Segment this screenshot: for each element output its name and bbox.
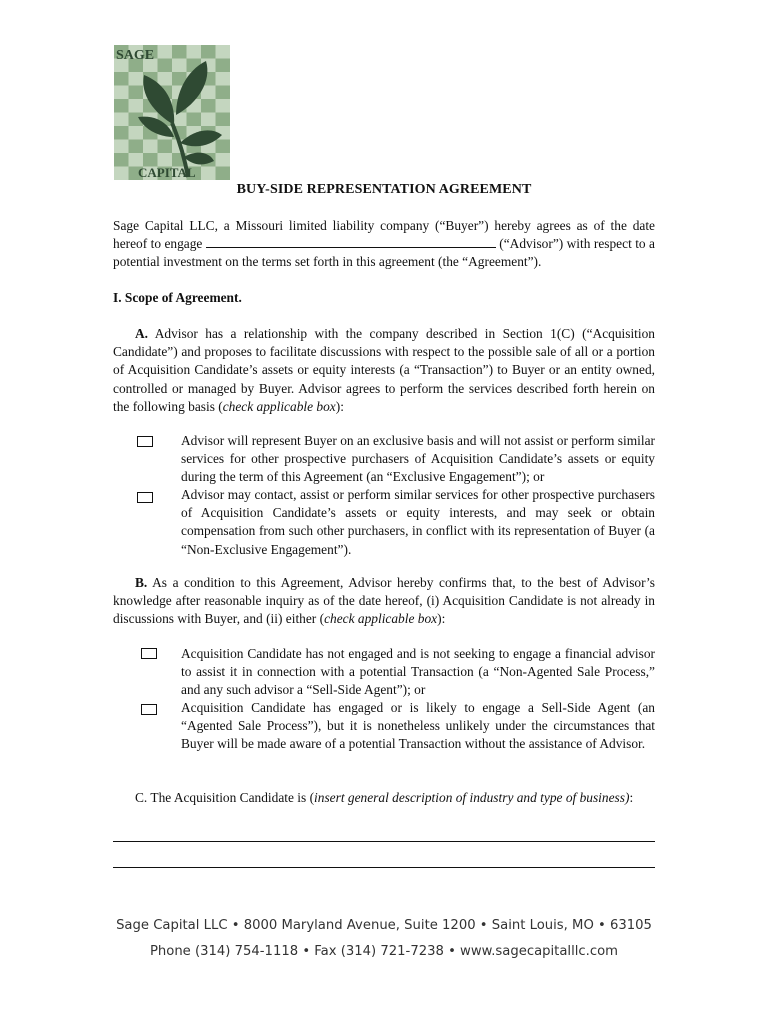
logo-tile (158, 59, 173, 73)
option-non-exclusive-text: Advisor may contact, assist or perform similar services for other prospective purchasers of Acquisition Candidate’s assets or equity interests, and may seek or obtain compensation from such other purchasers, in conflict with its representation of Buyer (a “Non-Exclusive Engagement”). (181, 487, 655, 557)
logo-tile (201, 99, 216, 113)
paragraph-a-label: A. (135, 326, 149, 341)
logo-tile (201, 113, 216, 127)
intro-text-1: Sage Capital LLC, a Missouri limited liability company (“Buyer”) hereby agrees as of the date hereof to engage (113, 218, 655, 252)
logo-text-top: SAGE (116, 48, 155, 63)
non-agented-sale-checkbox[interactable] (141, 648, 157, 659)
section-heading: I. Scope of Agreement. (113, 290, 242, 305)
paragraph-c-end: : (629, 790, 634, 805)
logo-tile (187, 45, 202, 59)
logo-tile (129, 72, 144, 86)
option-non-agented-text: Acquisition Candidate has not engaged and is not seeking to engage a financial advisor to assist it in connection with a potential Transaction (a “Non-Agented Sale Process,” and any such advisor a “Sell-Side Agent”); or (181, 646, 655, 698)
logo-tile (114, 113, 129, 127)
logo-tile (129, 86, 144, 100)
paragraph-a-end: ): (335, 398, 344, 414)
logo-tile (216, 59, 231, 73)
logo-tile (201, 45, 216, 59)
document-title: BUY-SIDE REPRESENTATION AGREEMENT (236, 182, 532, 197)
exclusive-engagement-checkbox[interactable] (137, 436, 153, 447)
paragraph-b-text: As a condition to this Agreement, Advisor hereby confirms that, to the best of Advisor’s knowledge after reasonable inquiry as of the date hereof, (i) Acquisition Candidate is not already in discussions with Buyer, and (ii) either ( (113, 575, 655, 627)
paragraph-a-italic: check applicable box (222, 398, 336, 414)
logo-tile (201, 167, 216, 181)
logo-tile (129, 99, 144, 113)
logo-tile (114, 153, 129, 167)
logo-tile (216, 72, 231, 86)
logo-tile (114, 99, 129, 113)
paragraph-b-italic: check applicable box (324, 611, 438, 627)
agented-sale-checkbox[interactable] (141, 704, 157, 715)
logo-tile (216, 167, 231, 181)
paragraph-a (113, 325, 655, 416)
logo-tile (114, 126, 129, 140)
paragraph-c-label: C. (135, 790, 148, 805)
logo-tile (216, 86, 231, 100)
paragraph-c-text: The Acquisition Candidate is ( (150, 790, 315, 805)
logo-tile (172, 59, 187, 73)
logo-tile (114, 86, 129, 100)
logo-graphic (114, 45, 230, 180)
sage-capital-logo (114, 45, 230, 180)
paragraph-b (113, 574, 655, 629)
advisor-name-blank[interactable] (206, 235, 496, 248)
logo-tile (158, 72, 173, 86)
logo-tile (216, 99, 231, 113)
paragraph-a-text: Advisor has a relationship with the company described in Section 1(C) (“Acquisition Candidate”) and proposes to facilitate discussions with respect to the possible sale of all or a portion of Acquisition Candidate’s assets or equity interests (a “Transaction”) to Buyer or an entity owned, controlled or managed by Buyer. Advisor agrees to perform the services described forth herein on the following basis ( (113, 326, 656, 414)
intro-paragraph (113, 217, 655, 272)
option-exclusive-text: Advisor will represent Buyer on an exclusive basis and will not assist or perform similar services for other prospective purchasers of Acquisition Candidate’s assets or equity during the term of this Agreement (an “Exclusive Engagement”); or (181, 433, 655, 485)
logo-tile (216, 45, 231, 59)
paragraph-c-italic: insert general description of industry and type of business) (314, 790, 630, 805)
footer-contact: Phone (314) 754-1118 • Fax (314) 721-7238 • www.sagecapitalllc.com (149, 944, 619, 959)
description-line-1[interactable] (113, 841, 655, 842)
logo-tile (216, 153, 231, 167)
logo-tile (114, 140, 129, 154)
logo-tile (114, 72, 129, 86)
logo-tile (187, 113, 202, 127)
logo-text-bottom: CAPITAL (138, 165, 196, 180)
logo-tile (129, 140, 144, 154)
logo-tile (114, 167, 129, 181)
paragraph-c (113, 789, 655, 807)
logo-tile (172, 45, 187, 59)
logo-tile (143, 140, 158, 154)
logo-tile (129, 126, 144, 140)
logo-tile (216, 140, 231, 154)
logo-tile (158, 140, 173, 154)
paragraph-b-end: ): (437, 611, 446, 627)
paragraph-b-label: B. (135, 575, 148, 590)
description-line-2[interactable] (113, 867, 655, 868)
non-exclusive-engagement-checkbox[interactable] (137, 492, 153, 503)
footer-address: Sage Capital LLC • 8000 Maryland Avenue, Suite 1200 • Saint Louis, MO • 63105 (116, 918, 652, 933)
logo-tile (216, 113, 231, 127)
option-agented-text: Acquisition Candidate has engaged or is likely to engage a Sell-Side Agent (an “Agented Sale Process”), but it is nonetheless unlikely under the circumstances that Buyer will be made aware of a potential Transaction without the assistance of Advisor. (181, 700, 655, 752)
logo-tile (158, 45, 173, 59)
intro-text-2: (“Advisor”) with respect to a potential investment on the terms set forth in this agreement (the “Agreement”). (113, 236, 655, 270)
